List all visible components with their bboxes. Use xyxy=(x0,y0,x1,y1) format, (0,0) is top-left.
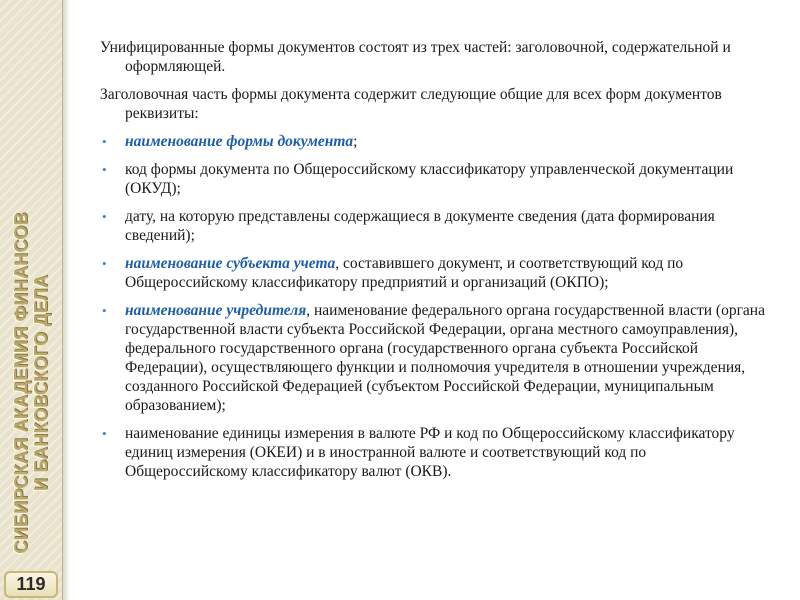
page-number-badge: 119 xyxy=(4,571,58,598)
bullet-highlight: наименование формы документа xyxy=(125,133,354,150)
list-item xyxy=(100,160,765,198)
bullet-text: наименование единицы измерения в валюте РФ и код по Общероссийскому классификатору единиц измерения (ОКЕИ) и в иностранной валюте и соответствующий код по Общероссийскому классификатору валют (ОКВ). xyxy=(125,425,735,480)
bullet-icon: • xyxy=(102,303,107,318)
org-name-line2: И БАНКОВСКОГО ДЕЛА xyxy=(31,274,51,492)
bullet-text: , составившего документ, и соответствующий код по Общероссийскому классификатору предприятий и организаций (ОКПО); xyxy=(125,255,684,291)
intro-paragraph: Унифицированные формы документов состоят из трех частей: заголовочной, содержательной и оформляющей. xyxy=(100,39,731,75)
sidebar-shadow xyxy=(62,0,70,600)
bullet-icon: • xyxy=(102,256,107,271)
bullet-text: код формы документа по Общероссийскому классификатору управленческой документации (ОКУД); xyxy=(125,161,734,197)
bullet-text: ; xyxy=(353,133,358,150)
bullet-icon: • xyxy=(102,162,107,177)
list-item xyxy=(100,207,765,245)
list-item xyxy=(100,132,765,151)
sidebar xyxy=(0,0,63,600)
bullet-highlight: наименование субъекта учета xyxy=(125,255,336,272)
bullet-text: , наименование федерального органа государственной власти (органа государственной власти субъекта Российской Федерации, органа местного самоуправления), федерального государственного органа (государственного органа субъекта Российской Федерации), осуществляющего функции и полномочия учредителя в отношении учреждения, созданного Российской Федерацией (субъектом Российской Федерации, муниципальным образованием); xyxy=(125,302,765,414)
org-name-vertical xyxy=(11,212,51,554)
list-item xyxy=(100,301,765,415)
bullet-icon: • xyxy=(102,209,107,224)
header-intro-paragraph: Заголовочная часть формы документа содержит следующие общие для всех форм документов реквизиты: xyxy=(100,86,722,122)
bullet-icon: • xyxy=(102,426,107,441)
list-item xyxy=(100,254,765,292)
bullet-text: дату, на которую представлены содержащиеся в документе сведения (дата формирования сведений); xyxy=(125,208,715,244)
bullet-icon: • xyxy=(102,134,107,149)
slide-content xyxy=(100,38,765,490)
bullet-highlight: наименование учредителя xyxy=(125,302,307,319)
org-name-line1: СИБИРСКАЯ АКАДЕМИЯ ФИНАНСОВ xyxy=(11,212,31,554)
list-item xyxy=(100,424,765,481)
